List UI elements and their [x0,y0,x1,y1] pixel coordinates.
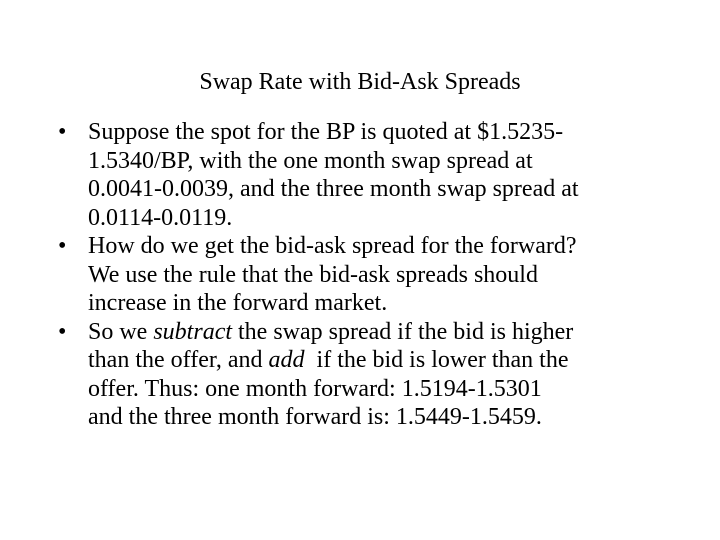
bullet-line [88,346,678,375]
bullet-line: How do we get the bid-ask spread for the forward? [88,233,577,259]
bullet-line: increase in the forward market. [88,290,388,316]
bullet-item-question [58,232,678,318]
bullet-marker: • [58,318,67,345]
bullet-line: Suppose the spot for the BP is quoted at $1.5235- [88,119,564,145]
slide-title: Swap Rate with Bid-Ask Spreads [199,69,521,95]
text-run: So we [88,318,154,345]
bullet-line [88,318,678,347]
text-run: the swap spread if the bid is higher [232,318,574,345]
text-run: than the offer, and [88,347,269,373]
bullet-line: We use the rule that the bid-ask spreads should [88,261,538,288]
emphasis-subtract: subtract [153,318,233,345]
bullet-line: offer. Thus: one month forward: 1.5194-1.5301 [88,375,542,402]
bullet-line: 0.0114-0.0119. [88,204,233,231]
bullet-line: 0.0041-0.0039, and the three month swap spread at [88,176,579,202]
bullet-line: and the three month forward is: 1.5449-1.5459. [88,404,542,430]
emphasis-add: add [268,347,305,373]
bullet-item-spot-quote [58,118,678,232]
bullet-item-rule [58,318,678,432]
bullet-line: 1.5340/BP, with the one month swap spread at [88,147,533,174]
text-run: if the bid is lower than the [304,347,569,373]
bullet-list [58,118,678,432]
bullet-marker: • [58,233,67,259]
bullet-marker: • [58,119,67,145]
